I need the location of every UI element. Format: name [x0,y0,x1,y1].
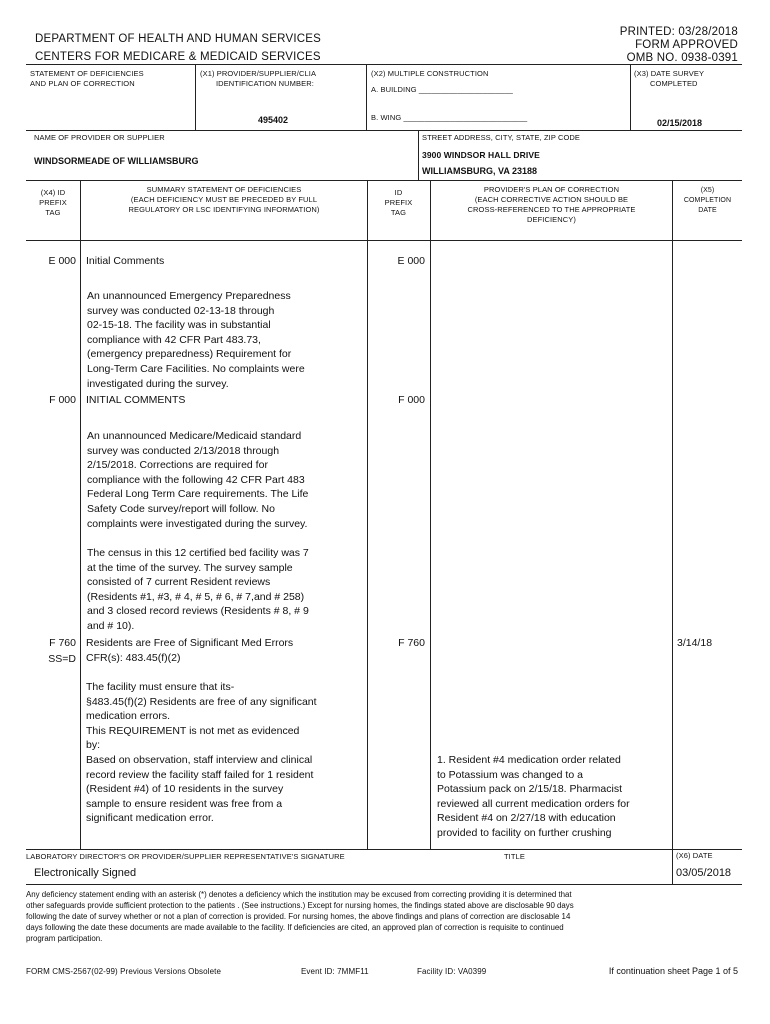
disclaimer: Any deficiency statement ending with an asterisk (*) denotes a deficiency which the institution may be excused from correcting providing it is determined that other safeguards provide sufficient protection to the patients . (See instructions.) Except for nursing homes, the findings stated above are disclosable 90 days following the date of survey whether or not a plan of correction is provided. For nursing homes, the above findings and plans of correction are disclosable 14 days following the date these documents are made available to the facility. If deficiencies are cited, an approved plan of correction is requisite to continued program participation. [26,890,574,944]
f760-cfr: CFR(s): 483.45(f)(2) [86,652,181,664]
plan-header-line: PROVIDER'S PLAN OF CORRECTION [483,185,620,194]
divider [26,180,742,181]
summary-header [81,185,367,215]
f000-title: INITIAL COMMENTS [86,394,186,406]
signature-value: Electronically Signed [34,867,137,879]
plan-header-line: (EACH CORRECTIVE ACTION SHOULD BE [474,195,629,204]
x1-label: IDENTIFICATION NUMBER: [216,79,314,88]
f000-text: An unannounced Medicare/Medicaid standard survey was conducted 2/13/2018 through 2/15/2018. Corrections are required for compliance with the following 42 CFR Part 483 Federal Long Term Care requirements. The Life Safety Code survey/report will follow. No complaints were investigated during the survey. [87,430,309,530]
f760-scope: SS=D [48,653,76,665]
form-approved: FORM APPROVED [635,39,738,51]
statement-label: STATEMENT OF DEFICIENCIES [30,69,144,78]
divider [26,240,742,241]
signature-label: LABORATORY DIRECTOR'S OR PROVIDER/SUPPLIER REPRESENTATIVE'S SIGNATURE [26,852,345,861]
form-number: FORM CMS-2567(02-99) Previous Versions Obsolete [26,967,221,976]
x5-header [673,186,742,216]
provider-name-label: NAME OF PROVIDER OR SUPPLIER [34,133,165,142]
f760-text: The facility must ensure that its- §483.45(f)(2) Residents are free of any significant medication errors. This REQUIREMENT is not met as evidenced by: Based on observation, staff interview and clinical record review the facility staff failed for 1 resident (Resident #4) of 10 residents in the survey sample to ensure resident was free from a significant medication error. [86,681,317,825]
address-line2: WILLIAMSBURG, VA 23188 [422,166,538,176]
plan-header-line: DEFICIENCY) [526,215,577,224]
f000-tag: F 000 [49,394,76,406]
omb-number: OMB NO. 0938-0391 [626,52,738,64]
x5-header-line: DATE [698,207,717,214]
x5-header-line: (X5) [700,187,715,194]
divider [430,180,431,849]
x4-header-line: PREFIX [39,198,67,207]
census-text: The census in this 12 certified bed facility was 7 at the time of the survey. The survey sample consisted of 7 current Resident reviews (Residents #1, #3, # 4, # 5, # 6, # 7,and # 258) and 3 closed record reviews (Residents # 8, # 9 and # 10). [87,547,309,632]
divider [26,64,742,65]
survey-date: 02/15/2018 [657,118,703,128]
wing-label: B. WING _____________________________ [371,113,528,122]
provider-name: WINDSORMEADE OF WILLIAMSBURG [34,156,199,166]
f760-id-tag: F 760 [398,637,425,649]
provider-id: 495402 [258,115,289,125]
divider [195,64,196,130]
divider [672,849,673,884]
signature-date: 03/05/2018 [676,867,732,879]
address-line1: 3900 WINDSOR HALL DRIVE [422,150,540,160]
divider [630,64,631,130]
id-header [367,188,430,218]
x3-label: (X3) DATE SURVEY [634,69,705,78]
f760-completion-date: 3/14/18 [677,637,713,649]
divider [26,130,742,131]
x4-header [26,188,80,218]
id-header-line: PREFIX [384,198,413,207]
facility-id: Facility ID: VA0399 [417,967,487,976]
department-title: DEPARTMENT OF HEALTH AND HUMAN SERVICES [35,33,321,45]
divider [672,180,673,849]
e000-text: An unannounced Emergency Preparedness survey was conducted 02-13-18 through 02-15-18. The facility was in substantial compliance with 42 CFR Part 483.73, (emergency preparedness) Requirement for Long-Term Care Facilities. No complaints were investigated during the survey. [87,290,305,390]
e000-title: Initial Comments [86,255,165,267]
plan-header-line: CROSS-REFERENCED TO THE APPROPRIATE [467,205,636,214]
x2-label: (X2) MULTIPLE CONSTRUCTION [371,69,489,78]
date-label: (X6) DATE [676,851,713,860]
x4-header-line: (X4) ID [40,188,66,197]
address-label: STREET ADDRESS, CITY, STATE, ZIP CODE [422,133,581,142]
f760-title: Residents are Free of Significant Med Errors [86,637,294,649]
e000-tag: E 000 [48,255,76,267]
id-header-line: TAG [390,208,407,217]
f760-plan: 1. Resident #4 medication order related to Potassium was changed to a Potassium pack on 2/15/18. Pharmacist reviewed all current medication orders for Resident #4 on 2/27/18 with education provided to facility on further crushing [437,754,630,839]
plan-header [431,185,672,225]
id-header-line: ID [394,188,403,197]
statement-label: AND PLAN OF CORRECTION [30,79,135,88]
f760-tag: F 760 [49,637,76,649]
x4-header-line: TAG [45,208,61,217]
e000-id-tag: E 000 [397,255,425,267]
divider [26,884,742,885]
f000-id-tag: F 000 [398,394,425,406]
summary-header-line: REGULATORY OR LSC IDENTIFYING INFORMATION) [128,205,320,214]
x1-label: (X1) PROVIDER/SUPPLIER/CLIA [200,69,317,78]
x3-label: COMPLETED [650,79,698,88]
x5-header-line: COMPLETION [683,197,732,204]
title-label: TITLE [504,852,525,861]
divider [418,130,419,180]
summary-header-line: (EACH DEFICIENCY MUST BE PRECEDED BY FULL [130,195,318,204]
divider [366,64,367,130]
divider [26,849,742,850]
divider [80,180,81,849]
centers-title: CENTERS FOR MEDICARE & MEDICAID SERVICES [35,51,321,63]
page-indicator: If continuation sheet Page 1 of 5 [608,966,738,976]
building-label: A. BUILDING ______________________ [371,85,513,94]
summary-header-line: SUMMARY STATEMENT OF DEFICIENCIES [146,185,302,194]
divider [367,180,368,849]
event-id: Event ID: 7MMF11 [301,967,369,976]
printed-date: PRINTED: 03/28/2018 [619,26,738,38]
